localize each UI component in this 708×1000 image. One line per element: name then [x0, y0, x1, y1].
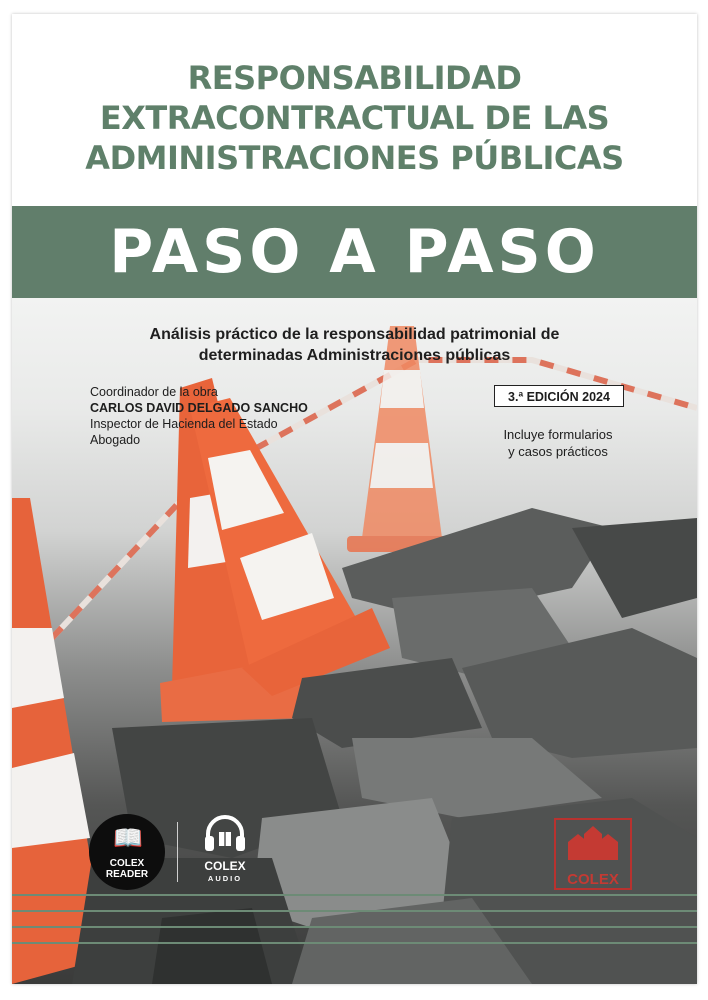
series-band: [12, 206, 697, 298]
title-line-3: ADMINISTRACIONES PÚBLICAS: [85, 139, 624, 177]
headphones-icon: [202, 810, 248, 856]
reader-label-1: COLEX: [109, 858, 145, 869]
coordinator-position: Inspector de Hacienda del Estado: [90, 417, 278, 431]
decorative-line-1: [12, 894, 697, 896]
audio-label-1: COLEX: [204, 859, 246, 873]
publisher-name: COLEX: [567, 871, 619, 888]
colex-reader-badge: [89, 814, 165, 890]
book-title: [12, 58, 697, 178]
decorative-line-4: [12, 942, 697, 944]
extras-note: [482, 426, 634, 460]
edition-badge: 3.ª EDICIÓN 2024: [494, 385, 624, 407]
reader-label-2: READER: [105, 869, 149, 880]
subtitle-line-2: determinadas Administraciones públicas: [198, 347, 511, 364]
title-line-2: EXTRACONTRACTUAL DE LAS: [99, 99, 610, 137]
coordinator-position-2: Abogado: [90, 433, 141, 447]
cover-photo: [12, 298, 697, 984]
title-line-1: RESPONSABILIDAD: [187, 59, 522, 97]
book-subtitle: [72, 324, 637, 366]
coordinator-role: Coordinador de la obra: [90, 385, 218, 399]
audio-label-2: AUDIO: [207, 874, 243, 883]
subtitle-line-1: Análisis práctico de la responsabilidad patrimonial de: [149, 326, 560, 343]
coordinator-name: CARLOS DAVID DELGADO SANCHO: [90, 401, 308, 415]
series-title: PASO A PASO: [109, 217, 600, 287]
colex-logo-icon: [556, 820, 630, 866]
decorative-line-2: [12, 910, 697, 912]
extras-line-2: y casos prácticos: [508, 444, 608, 459]
extras-line-1: Incluye formularios: [503, 427, 613, 442]
coordinator-block: [90, 384, 308, 448]
decorative-line-3: [12, 926, 697, 928]
asphalt-rubble: [72, 508, 697, 984]
publisher-logo: [554, 818, 632, 890]
badge-divider: [177, 822, 178, 882]
book-icon: 📖: [113, 825, 143, 852]
book-cover: [12, 14, 697, 984]
colex-audio-badge: [192, 810, 258, 890]
